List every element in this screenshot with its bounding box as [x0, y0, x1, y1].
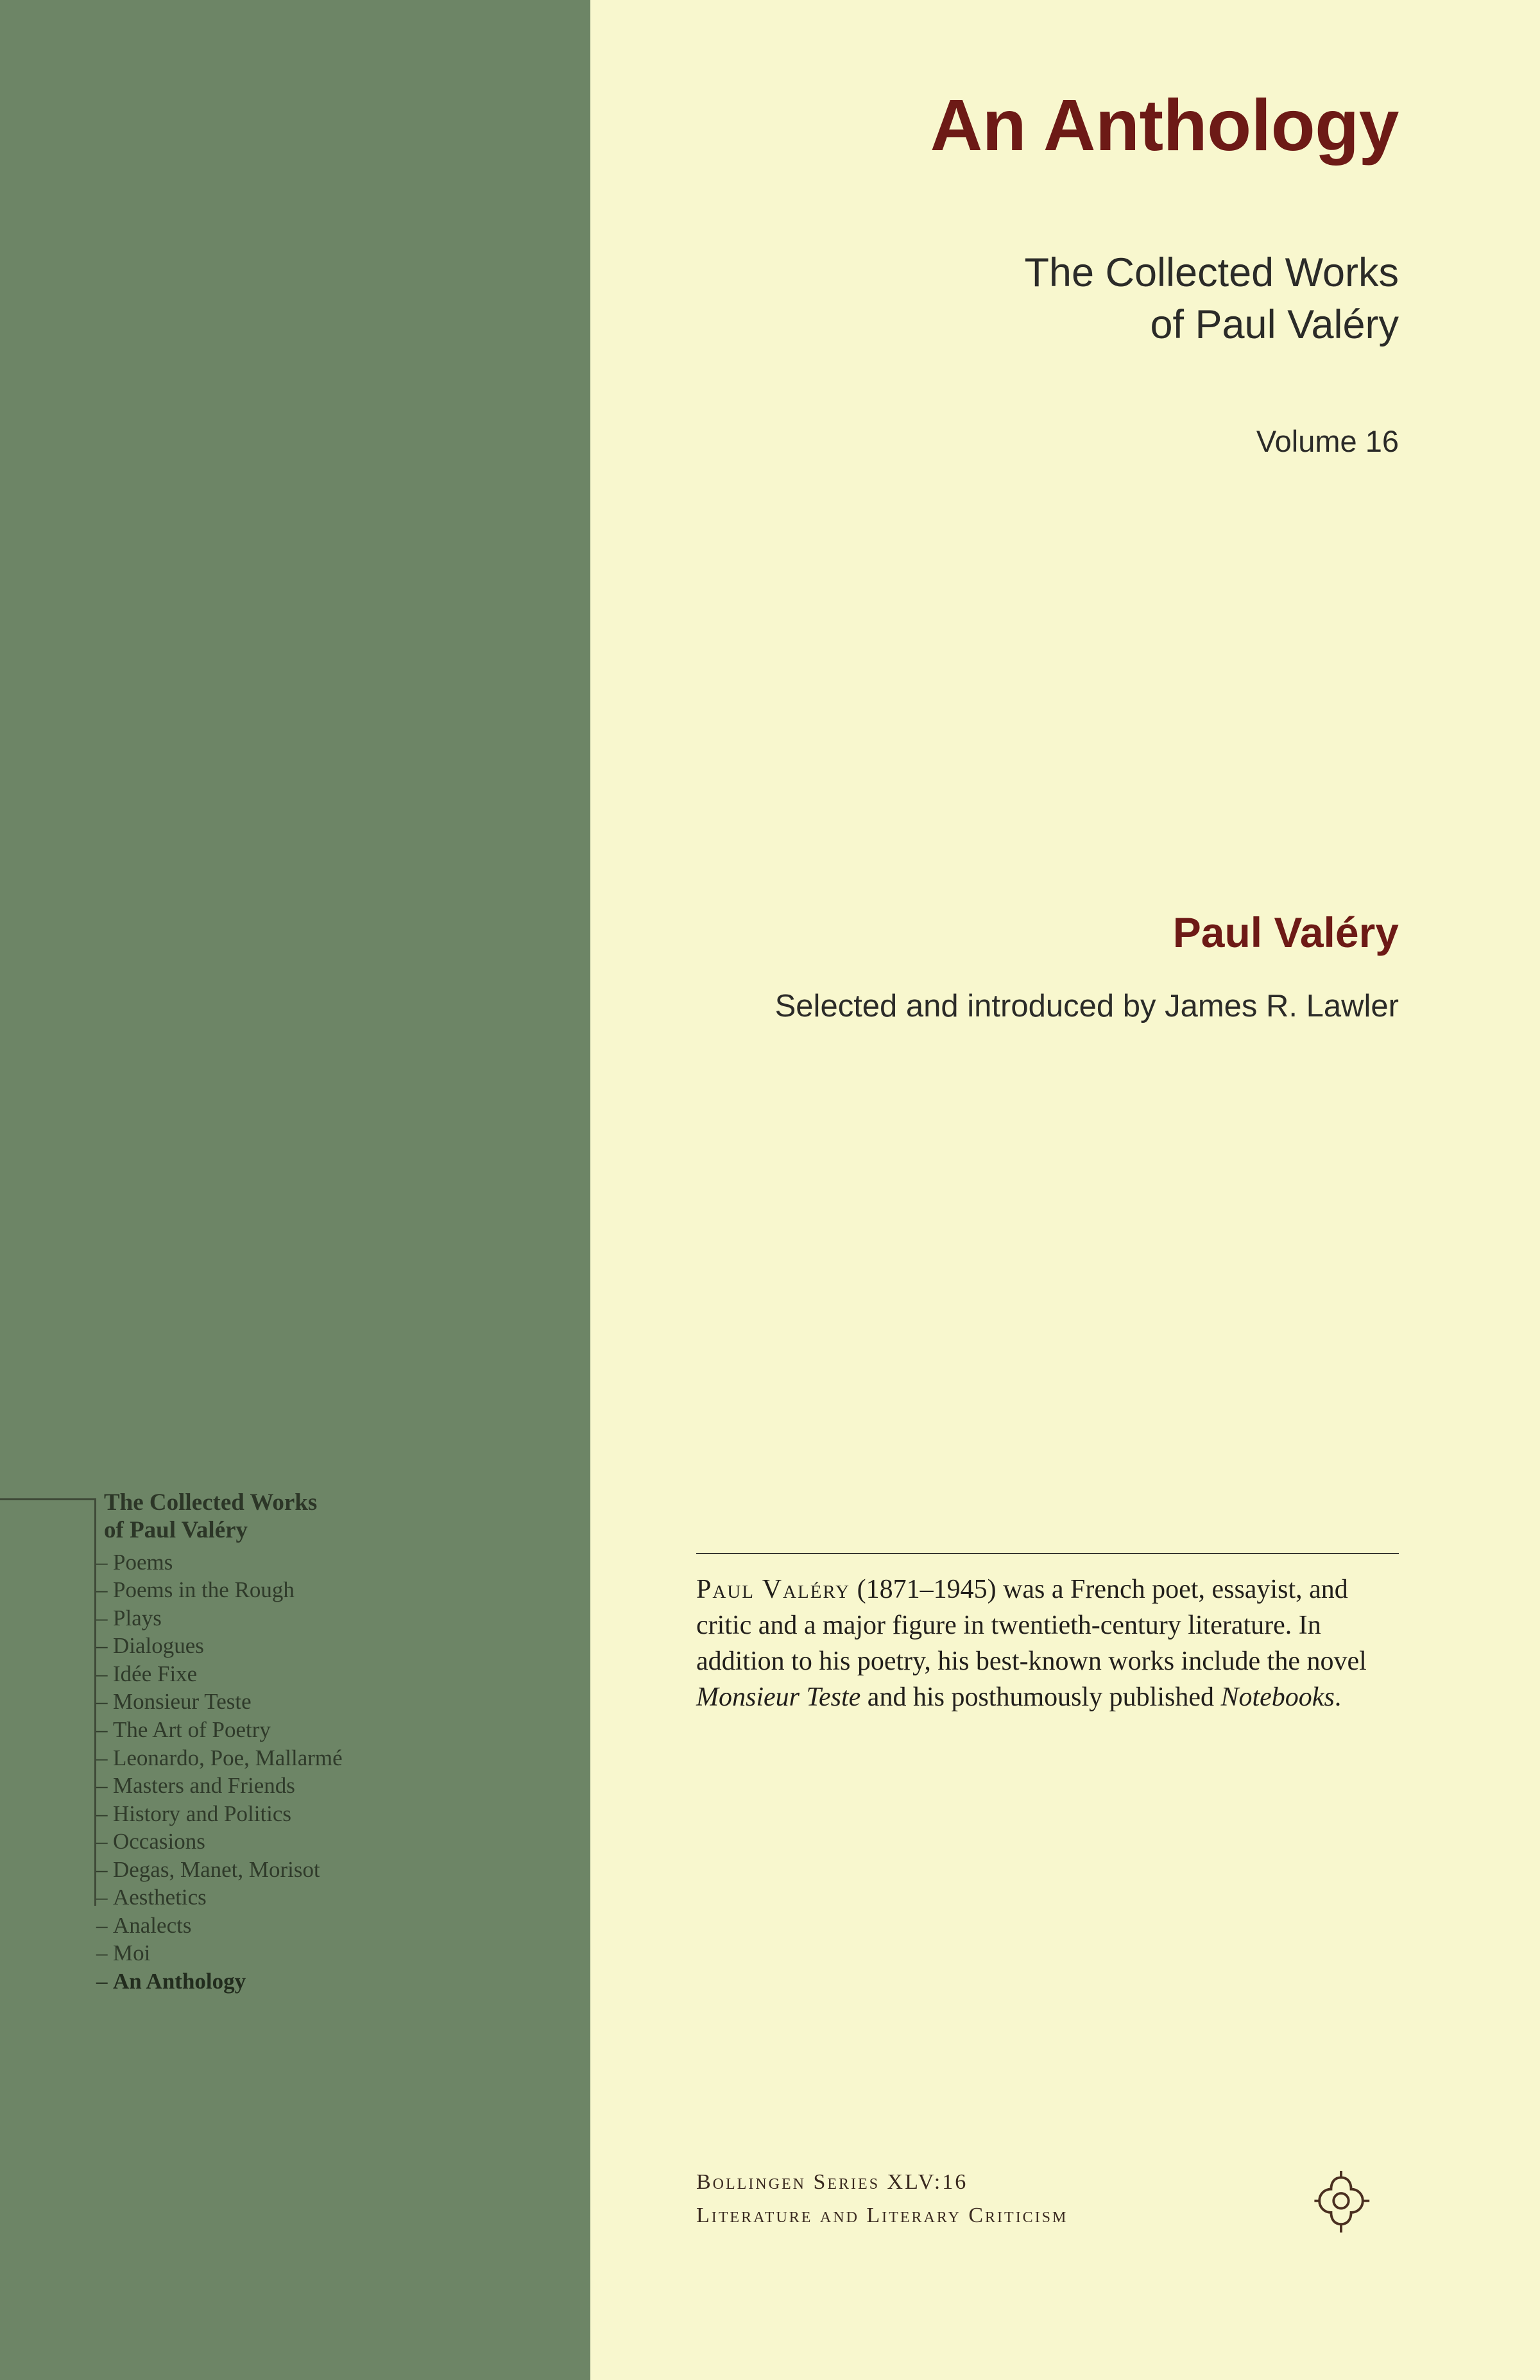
- footer-line-series: Bollingen Series XLV:16: [696, 2170, 968, 2194]
- series-list: [96, 1489, 545, 1996]
- series-list-item: [96, 1632, 545, 1660]
- series-item-dash: –: [96, 1717, 108, 1742]
- series-item-dash: –: [96, 1969, 108, 1994]
- series-heading-line2: of Paul Valéry: [104, 1517, 248, 1544]
- series-item-label: Monsieur Teste: [113, 1689, 252, 1715]
- series-item-label: Masters and Friends: [113, 1773, 295, 1799]
- series-panel: [0, 0, 590, 2380]
- series-item-dash: –: [96, 1885, 108, 1910]
- series-item-dash: –: [96, 1605, 108, 1631]
- bio-text-2: and his posthumously published: [860, 1682, 1221, 1712]
- series-item-label: Poems in the Rough: [113, 1577, 295, 1603]
- series-list-item: [96, 1883, 545, 1912]
- series-list-item: [96, 1912, 545, 1940]
- author-name: Paul Valéry: [1172, 909, 1399, 956]
- footer-line-category: Literature and Literary Criticism: [696, 2203, 1068, 2227]
- series-item-dash: –: [96, 1577, 108, 1603]
- divider-rule: [696, 1553, 1399, 1554]
- bio-italic-2: Notebooks: [1220, 1682, 1335, 1712]
- series-item-label: An Anthology: [113, 1969, 246, 1994]
- series-item-dash: –: [96, 1912, 108, 1938]
- editor-credit: Selected and introduced by James R. Lawler: [774, 989, 1399, 1023]
- series-list-item: [96, 1967, 545, 1996]
- series-list-item: [96, 1688, 545, 1716]
- series-item-dash: –: [96, 1856, 108, 1882]
- series-item-dash: –: [96, 1773, 108, 1799]
- author-bio: [696, 1572, 1402, 1715]
- series-item-label: Plays: [113, 1605, 162, 1631]
- bio-author-name: Paul Valéry: [696, 1575, 851, 1604]
- series-item-dash: –: [96, 1829, 108, 1854]
- page-title: An Anthology: [930, 85, 1399, 166]
- bio-text-3: .: [1334, 1682, 1342, 1712]
- series-item-label: Analects: [113, 1912, 192, 1938]
- series-list-item: [96, 1800, 545, 1828]
- series-item-label: Idée Fixe: [113, 1661, 198, 1686]
- series-bracket-line: [0, 1498, 96, 1906]
- series-item-label: Dialogues: [113, 1633, 204, 1659]
- series-item-label: Degas, Manet, Morisot: [113, 1856, 320, 1882]
- series-item-dash: –: [96, 1745, 108, 1770]
- series-item-label: Aesthetics: [113, 1885, 207, 1910]
- page-subtitle: [590, 247, 1399, 350]
- subtitle-line2: of Paul Valéry: [1150, 302, 1399, 347]
- series-list-item: [96, 1716, 545, 1744]
- series-footer: [696, 2166, 1338, 2232]
- series-item-label: History and Politics: [113, 1801, 292, 1826]
- series-list-item: [96, 1660, 545, 1688]
- series-item-dash: –: [96, 1661, 108, 1686]
- front-panel: [590, 0, 1540, 2380]
- series-item-dash: –: [96, 1801, 108, 1826]
- series-list-item: [96, 1548, 545, 1577]
- series-item-label: Occasions: [113, 1829, 205, 1854]
- series-list-item: [96, 1828, 545, 1856]
- series-list-item: [96, 1576, 545, 1604]
- series-item-dash: –: [96, 1633, 108, 1659]
- series-item-dash: –: [96, 1940, 108, 1966]
- series-item-label: The Art of Poetry: [113, 1717, 271, 1742]
- series-list-item: [96, 1939, 545, 1967]
- series-item-label: Leonardo, Poe, Mallarmé: [113, 1745, 343, 1770]
- bollingen-colophon-icon: [1299, 2162, 1383, 2246]
- bio-text-1: (1871–1945) was a French poet, essayist, and critic and a major figure in twentieth-century literature. In addition to his poetry, his best-known works include the novel: [696, 1575, 1367, 1676]
- series-item-label: Poems: [113, 1549, 173, 1575]
- series-heading: [96, 1489, 545, 1545]
- volume-label: Volume 16: [1256, 424, 1399, 458]
- subtitle-line1: The Collected Works: [1024, 250, 1399, 295]
- bio-italic-1: Monsieur Teste: [696, 1682, 861, 1712]
- series-item-dash: –: [96, 1689, 108, 1715]
- series-item-label: Moi: [113, 1940, 151, 1966]
- series-list-item: [96, 1772, 545, 1800]
- series-list-item: [96, 1744, 545, 1772]
- series-item-dash: –: [96, 1549, 108, 1575]
- series-list-item: [96, 1604, 545, 1632]
- series-heading-line1: The Collected Works: [104, 1489, 318, 1516]
- series-list-item: [96, 1856, 545, 1884]
